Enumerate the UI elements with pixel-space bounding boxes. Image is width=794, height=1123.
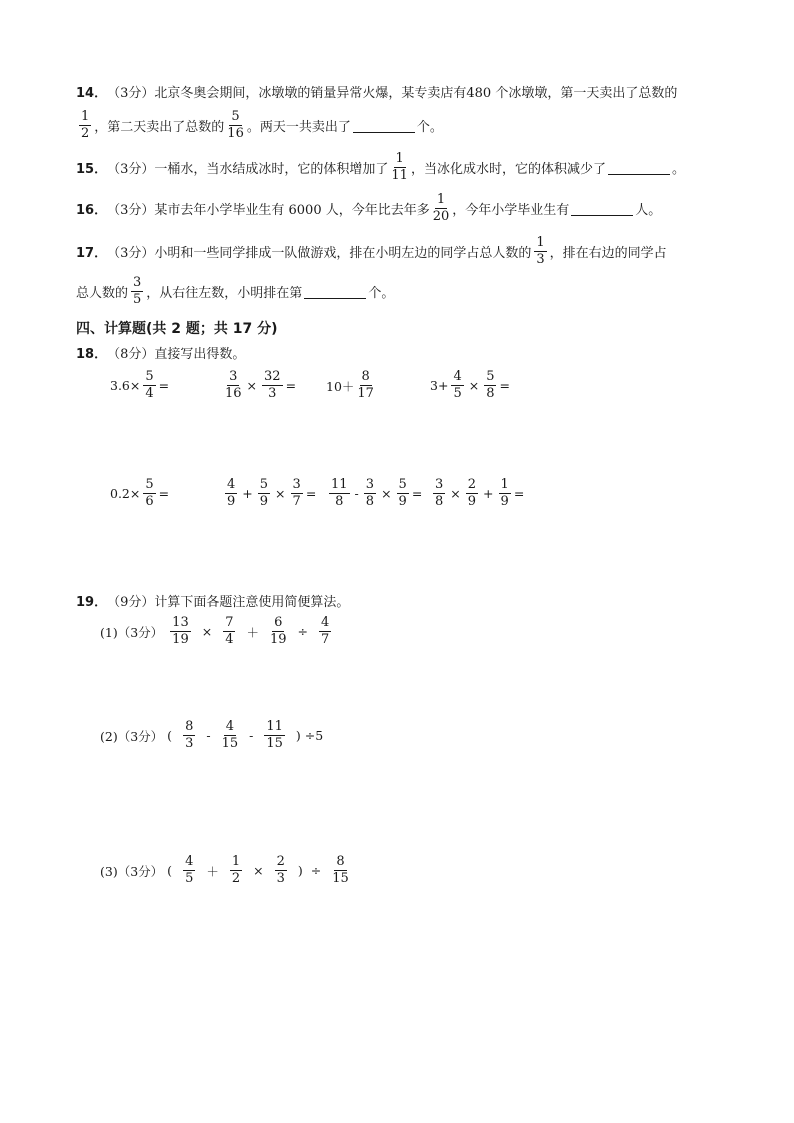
q16-line (76, 193, 661, 225)
q18-expr-8: $\frac{3}{8}$ × $\frac{2}{9}$ + $\frac{1}{9}$ = (435, 477, 525, 510)
fraction: $\frac{11}{8}$ (331, 477, 348, 510)
q17-score: （3分） (107, 246, 155, 262)
q16-answer-blank[interactable] (571, 202, 633, 216)
q15-score: （3分） (107, 162, 155, 178)
fraction: $\frac{8}{15}$ (332, 854, 349, 887)
q14-text2: ，第二天卖出了总数的 (94, 120, 225, 136)
q14-number: 14． (76, 86, 108, 101)
q17-line1 (76, 236, 667, 268)
q15-line (76, 152, 685, 184)
q14-text1: 北京冬奥会期间，冰墩墩的销量异常火爆，某专卖店有480 个冰墩墩，第一天卖出了总数的 (154, 86, 678, 101)
q14-fraction-2: $\frac{5}{16}$ (227, 109, 244, 142)
fraction: $\frac{8}{17}$ (357, 369, 374, 402)
q14-fraction-1: $\frac{1}{2}$ (81, 109, 90, 142)
fraction: $\frac{4}{15}$ (221, 719, 239, 752)
q17-text1: 小明和一些同学排成一队做游戏，排在小明左边的同学占总人数的 (154, 246, 532, 262)
q17-text3: 总人数的 (76, 286, 129, 302)
q18-text: 直接写出得数。 (154, 347, 246, 362)
q14-text3: 。两天一共卖出了 (246, 120, 351, 136)
fraction: $\frac{3}{7}$ (292, 477, 301, 510)
q18-expr-7: $\frac{11}{8}$ - $\frac{3}{8}$ × $\frac{5}{9}$ = (331, 477, 423, 510)
fraction: $\frac{4}{7}$ (321, 615, 330, 648)
fraction: $\frac{3}{8}$ (365, 477, 375, 510)
fraction: $\frac{4}{9}$ (227, 477, 236, 510)
q18-line (76, 343, 245, 362)
q15-text3: 。 (671, 162, 685, 178)
fraction: $\frac{7}{4}$ (225, 615, 234, 648)
fraction: $\frac{5}{6}$ (145, 477, 154, 510)
fraction: $\frac{2}{3}$ (276, 854, 285, 887)
q19-part-2: (2)（3分） ( $\frac{8}{3}$ - $\frac{4}{15}$ - $\frac{11}{15}$ ) ÷5 (100, 719, 324, 752)
q19-part-3-label: (3)（3分） (100, 863, 164, 879)
q18-number: 18． (76, 347, 108, 362)
q14-text4: 个。 (416, 120, 443, 136)
q19-text: 计算下面各题注意使用简便算法。 (154, 595, 350, 610)
fraction: $\frac{5}{8}$ (486, 369, 495, 402)
q15-answer-blank[interactable] (608, 161, 670, 175)
q17-text4: ，从右往左数，小明排在第 (146, 286, 303, 302)
fraction: $\frac{4}{5}$ (185, 854, 194, 887)
q19-score: （9分） (107, 595, 155, 610)
fraction: $\frac{8}{3}$ (185, 719, 194, 752)
q15-text1: 一桶水，当水结成冰时，它的体积增加了 (154, 162, 389, 178)
q18-expr-2: $\frac{3}{16}$ × $\frac{32}{3}$ = (225, 369, 297, 402)
fraction: $\frac{32}{3}$ (264, 369, 281, 402)
fraction: $\frac{1}{9}$ (500, 477, 509, 510)
q19-part-2-label: (2)（3分） (100, 728, 164, 744)
q16-text3: 人。 (635, 203, 662, 219)
q19-part-1: (1)（3分） $\frac{13}{19}$ × $\frac{7}{4}$ ＋ $\frac{6}{19}$ ÷ $\frac{4}{7}$ (100, 615, 330, 648)
q16-text2: ，今年小学毕业生有 (452, 203, 570, 219)
fraction: $\frac{11}{15}$ (266, 719, 283, 752)
q16-fraction: $\frac{1}{20}$ (432, 192, 450, 225)
q17-fraction-2: $\frac{3}{5}$ (133, 275, 142, 308)
q17-line2 (76, 276, 394, 308)
q17-number: 17． (76, 246, 108, 262)
q18-expr-5: 0.2× $\frac{5}{6}$ = (110, 477, 170, 510)
fraction: $\frac{5}{9}$ (398, 477, 407, 510)
fraction: $\frac{5}{9}$ (259, 477, 269, 510)
q19-part-3: (3)（3分） ( $\frac{4}{5}$ ＋ $\frac{1}{2}$ × $\frac{2}{3}$ ) ÷ $\frac{8}{15}$ (100, 854, 349, 887)
fraction: $\frac{5}{4}$ (145, 369, 154, 402)
q16-text1: 某市去年小学毕业生有 6000 人，今年比去年多 (154, 203, 430, 219)
q15-text2: ，当冰化成水时，它的体积减少了 (410, 162, 606, 178)
q14-answer-blank[interactable] (353, 119, 415, 133)
q18-expr-1: 3.6× $\frac{5}{4}$ = (110, 369, 170, 402)
q14-score: （3分） (107, 86, 155, 101)
fraction: $\frac{2}{9}$ (467, 477, 477, 510)
q15-number: 15． (76, 162, 108, 178)
q19-number: 19． (76, 595, 108, 610)
fraction: $\frac{4}{5}$ (453, 369, 462, 402)
q18-score: （8分） (107, 347, 155, 362)
fraction: $\frac{1}{2}$ (231, 854, 241, 887)
q18-expr-6: $\frac{4}{9}$ + $\frac{5}{9}$ × $\frac{3}{7}$ = (227, 477, 317, 510)
q17-text2: ，排在右边的同学占 (549, 246, 667, 262)
q15-fraction: $\frac{1}{11}$ (391, 151, 408, 184)
fraction: $\frac{13}{19}$ (172, 615, 189, 648)
q14-line1 (76, 82, 677, 101)
q19-line (76, 591, 349, 610)
q19-part-1-label: (1)（3分） (100, 624, 164, 640)
q18-expr-4: 3+ $\frac{4}{5}$ × $\frac{5}{8}$ = (430, 369, 510, 402)
fraction: $\frac{3}{16}$ (225, 369, 242, 402)
q18-expr-3: 10＋ $\frac{8}{17}$ (326, 369, 374, 402)
q16-number: 16． (76, 203, 108, 219)
q17-answer-blank[interactable] (304, 285, 366, 299)
q17-fraction-1: $\frac{1}{3}$ (536, 235, 545, 268)
section-heading: 四、计算题(共 2 题；共 17 分) (76, 321, 278, 337)
q17-text5: 个。 (368, 286, 395, 302)
q16-score: （3分） (107, 203, 155, 219)
fraction: $\frac{3}{8}$ (435, 477, 444, 510)
q14-line2 (76, 110, 443, 142)
fraction: $\frac{6}{19}$ (270, 615, 287, 648)
